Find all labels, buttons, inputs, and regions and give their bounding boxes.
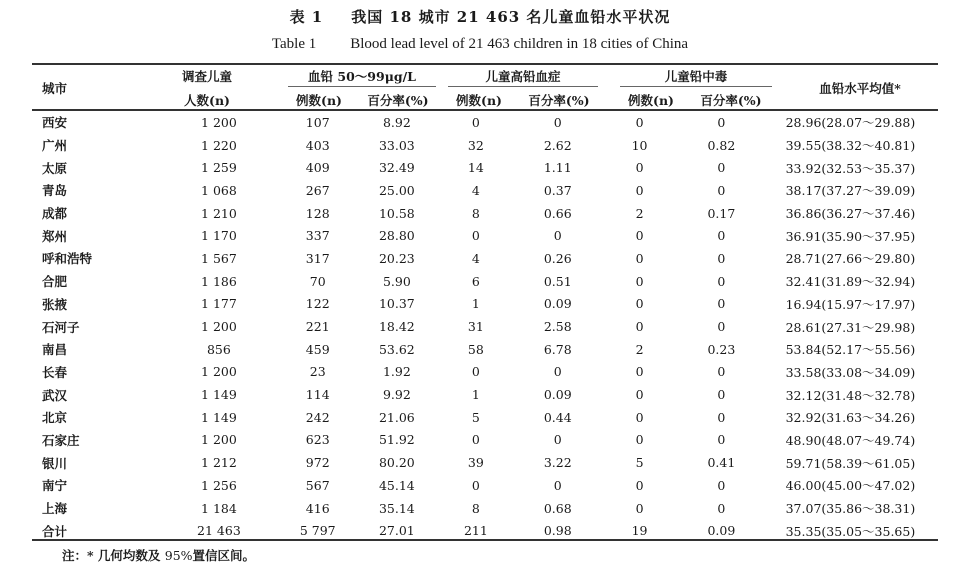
cell-poisoning-percent: 0.41 bbox=[707, 455, 736, 471]
cell-lead50-count: 403 bbox=[305, 137, 330, 153]
cell-city: 南昌 bbox=[42, 342, 68, 358]
footnote-suffix: 置信区间。 bbox=[192, 548, 256, 563]
table-row bbox=[32, 338, 938, 361]
cell-hyperlead-percent: 0.68 bbox=[543, 500, 572, 516]
cell-hyperlead-count: 32 bbox=[467, 137, 484, 153]
cell-lead50-count: 5 797 bbox=[299, 523, 336, 539]
table-row bbox=[32, 247, 938, 270]
cell-hyperlead-count: 0 bbox=[471, 432, 480, 448]
table-caption-cn: 我国 18 城市 21 463 名儿童血铅水平状况 bbox=[351, 8, 671, 26]
header-count-1: 例数(n) bbox=[296, 93, 342, 108]
cell-lead50-count: 242 bbox=[305, 409, 330, 425]
cell-lead50-percent: 21.06 bbox=[378, 409, 415, 425]
cell-poisoning-count: 0 bbox=[635, 477, 644, 493]
cell-poisoning-percent: 0 bbox=[717, 228, 726, 244]
cell-hyperlead-count: 1 bbox=[471, 296, 480, 312]
cell-surveyed-n: 21 463 bbox=[197, 523, 241, 539]
cell-lead50-percent: 10.37 bbox=[378, 296, 415, 312]
cell-poisoning-count: 0 bbox=[635, 364, 644, 380]
cell-poisoning-percent: 0 bbox=[717, 432, 726, 448]
table-row bbox=[32, 293, 938, 316]
cell-poisoning-percent: 0 bbox=[717, 160, 726, 176]
cell-surveyed-n: 1 567 bbox=[201, 250, 237, 266]
header-group-hyperlead: 儿童高铅血症 bbox=[485, 69, 561, 84]
cell-city: 石河子 bbox=[42, 319, 80, 335]
footnote-prefix: 注：* 几何均数及 bbox=[62, 548, 165, 563]
cell-mean-ci: 38.17(37.27～39.09) bbox=[785, 183, 916, 199]
cell-lead50-percent: 10.58 bbox=[378, 205, 415, 221]
cell-city: 郑州 bbox=[42, 228, 68, 244]
cell-hyperlead-percent: 0.44 bbox=[543, 409, 572, 425]
cell-city: 呼和浩特 bbox=[42, 251, 93, 267]
cell-lead50-percent: 53.62 bbox=[378, 341, 415, 357]
cell-mean-ci: 32.41(31.89～32.94) bbox=[785, 274, 916, 290]
cell-surveyed-n: 1 170 bbox=[201, 228, 237, 244]
cell-hyperlead-percent: 3.22 bbox=[543, 455, 572, 471]
cell-lead50-percent: 45.14 bbox=[378, 477, 415, 493]
cell-lead50-count: 459 bbox=[305, 341, 330, 357]
cell-lead50-count: 267 bbox=[305, 182, 330, 198]
cell-hyperlead-count: 4 bbox=[471, 182, 480, 198]
cell-hyperlead-count: 6 bbox=[471, 273, 480, 289]
table-row bbox=[32, 497, 938, 520]
cell-lead50-percent: 32.49 bbox=[378, 160, 415, 176]
header-surveyed-top: 调查儿童 bbox=[181, 69, 232, 84]
cell-surveyed-n: 1 200 bbox=[201, 432, 237, 448]
cell-poisoning-percent: 0 bbox=[717, 364, 726, 380]
table-title-chinese bbox=[0, 6, 960, 27]
cell-poisoning-count: 2 bbox=[635, 205, 644, 221]
cell-mean-ci: 48.90(48.07～49.74) bbox=[785, 432, 916, 448]
cell-lead50-percent: 18.42 bbox=[378, 319, 415, 335]
cell-mean-ci: 59.71(58.39～61.05) bbox=[785, 455, 916, 471]
table-row bbox=[32, 361, 938, 384]
cell-poisoning-percent: 0 bbox=[717, 387, 726, 403]
cell-city: 银川 bbox=[42, 455, 68, 471]
cell-mean-ci: 16.94(15.97～17.97) bbox=[785, 296, 916, 312]
cell-surveyed-n: 1 256 bbox=[201, 477, 237, 493]
cell-city: 张掖 bbox=[42, 296, 68, 312]
table-row bbox=[32, 156, 938, 179]
cell-lead50-count: 23 bbox=[309, 364, 326, 380]
cell-surveyed-n: 1 200 bbox=[201, 319, 237, 335]
cell-poisoning-count: 0 bbox=[635, 114, 644, 130]
cell-hyperlead-count: 0 bbox=[471, 477, 480, 493]
cell-poisoning-count: 2 bbox=[635, 341, 644, 357]
header-count-3: 例数(n) bbox=[628, 93, 674, 108]
cell-hyperlead-count: 8 bbox=[471, 205, 480, 221]
table-row bbox=[32, 179, 938, 202]
cell-poisoning-count: 0 bbox=[635, 432, 644, 448]
cell-hyperlead-percent: 0.37 bbox=[543, 182, 572, 198]
cell-city: 武汉 bbox=[42, 387, 68, 403]
cell-hyperlead-count: 31 bbox=[467, 319, 484, 335]
cell-poisoning-percent: 0 bbox=[717, 409, 726, 425]
cell-mean-ci: 33.58(33.08～34.09) bbox=[785, 364, 916, 380]
table-row bbox=[32, 383, 938, 406]
group2-underline bbox=[448, 86, 598, 87]
cell-lead50-percent: 80.20 bbox=[378, 455, 415, 471]
cell-lead50-percent: 35.14 bbox=[378, 500, 415, 516]
cell-hyperlead-percent: 0 bbox=[553, 432, 562, 448]
cell-poisoning-count: 0 bbox=[635, 160, 644, 176]
cell-lead50-count: 409 bbox=[305, 160, 330, 176]
cell-hyperlead-percent: 0 bbox=[553, 114, 562, 130]
cell-city: 青岛 bbox=[42, 183, 68, 199]
table-row bbox=[32, 224, 938, 247]
cell-mean-ci: 32.92(31.63～34.26) bbox=[785, 410, 916, 426]
cell-hyperlead-count: 211 bbox=[463, 523, 488, 539]
cell-hyperlead-percent: 2.62 bbox=[543, 137, 572, 153]
table-label-en: Table 1 bbox=[271, 36, 317, 52]
cell-lead50-count: 122 bbox=[305, 296, 330, 312]
cell-lead50-count: 317 bbox=[305, 250, 330, 266]
cell-poisoning-count: 10 bbox=[631, 137, 648, 153]
cell-lead50-percent: 9.92 bbox=[382, 387, 411, 403]
cell-poisoning-percent: 0 bbox=[717, 319, 726, 335]
cell-hyperlead-count: 5 bbox=[471, 409, 480, 425]
table-top-rule bbox=[32, 63, 938, 65]
cell-hyperlead-percent: 0.51 bbox=[543, 273, 572, 289]
cell-poisoning-count: 0 bbox=[635, 319, 644, 335]
cell-mean-ci: 28.96(28.07～29.88) bbox=[785, 115, 916, 131]
cell-lead50-percent: 27.01 bbox=[378, 523, 415, 539]
cell-mean-ci: 36.86(36.27～37.46) bbox=[785, 206, 916, 222]
table-caption-en: Blood lead level of 21 463 children in 18 cities of China bbox=[350, 36, 689, 52]
cell-lead50-percent: 25.00 bbox=[378, 182, 415, 198]
cell-lead50-count: 337 bbox=[305, 228, 330, 244]
cell-mean-ci: 53.84(52.17～55.56) bbox=[785, 342, 916, 358]
cell-hyperlead-percent: 0 bbox=[553, 228, 562, 244]
cell-poisoning-percent: 0 bbox=[717, 500, 726, 516]
cell-hyperlead-count: 58 bbox=[467, 341, 484, 357]
cell-poisoning-count: 0 bbox=[635, 409, 644, 425]
table-row bbox=[32, 474, 938, 497]
cell-surveyed-n: 1 068 bbox=[201, 182, 237, 198]
cell-hyperlead-percent: 0 bbox=[553, 364, 562, 380]
cell-lead50-count: 114 bbox=[305, 387, 330, 403]
cell-lead50-count: 107 bbox=[305, 114, 330, 130]
table-row bbox=[32, 429, 938, 452]
table-footnote bbox=[62, 546, 255, 564]
cell-surveyed-n: 1 212 bbox=[201, 455, 237, 471]
cell-poisoning-count: 19 bbox=[631, 523, 648, 539]
cell-poisoning-count: 0 bbox=[635, 296, 644, 312]
cell-mean-ci: 33.92(32.53～35.37) bbox=[785, 160, 916, 176]
header-surveyed-bottom: 人数(n) bbox=[184, 93, 230, 108]
cell-city: 南宁 bbox=[42, 478, 68, 494]
cell-surveyed-n: 1 200 bbox=[201, 114, 237, 130]
cell-city: 北京 bbox=[42, 410, 68, 426]
cell-poisoning-percent: 0.09 bbox=[707, 523, 736, 539]
cell-hyperlead-count: 0 bbox=[471, 228, 480, 244]
cell-city: 上海 bbox=[42, 501, 68, 517]
group3-underline bbox=[620, 86, 772, 87]
cell-lead50-count: 70 bbox=[309, 273, 326, 289]
cell-lead50-count: 972 bbox=[305, 455, 330, 471]
cell-lead50-count: 623 bbox=[305, 432, 330, 448]
cell-surveyed-n: 1 186 bbox=[201, 273, 237, 289]
cell-lead50-percent: 5.90 bbox=[382, 273, 411, 289]
cell-hyperlead-count: 14 bbox=[467, 160, 484, 176]
table-row bbox=[32, 202, 938, 225]
cell-lead50-percent: 20.23 bbox=[378, 250, 415, 266]
cell-mean-ci: 28.71(27.66～29.80) bbox=[785, 251, 916, 267]
cell-surveyed-n: 1 210 bbox=[201, 205, 237, 221]
cell-surveyed-n: 856 bbox=[206, 341, 231, 357]
cell-poisoning-percent: 0 bbox=[717, 296, 726, 312]
cell-poisoning-percent: 0 bbox=[717, 114, 726, 130]
cell-mean-ci: 28.61(27.31～29.98) bbox=[785, 319, 916, 335]
cell-hyperlead-percent: 0.09 bbox=[543, 387, 572, 403]
cell-mean-ci: 39.55(38.32～40.81) bbox=[785, 138, 916, 154]
cell-lead50-percent: 33.03 bbox=[378, 137, 415, 153]
cell-hyperlead-percent: 2.58 bbox=[543, 319, 572, 335]
cell-surveyed-n: 1 149 bbox=[201, 387, 237, 403]
cell-hyperlead-percent: 6.78 bbox=[543, 341, 572, 357]
cell-lead50-percent: 28.80 bbox=[378, 228, 415, 244]
cell-hyperlead-percent: 0.66 bbox=[543, 205, 572, 221]
cell-mean-ci: 32.12(31.48～32.78) bbox=[785, 387, 916, 403]
cell-city: 长春 bbox=[42, 364, 68, 380]
cell-city: 太原 bbox=[42, 160, 68, 176]
cell-surveyed-n: 1 177 bbox=[201, 296, 237, 312]
cell-mean-ci: 37.07(35.86～38.31) bbox=[785, 501, 916, 517]
cell-poisoning-count: 0 bbox=[635, 228, 644, 244]
table-row bbox=[32, 406, 938, 429]
cell-poisoning-count: 0 bbox=[635, 182, 644, 198]
cell-hyperlead-percent: 0.98 bbox=[543, 523, 572, 539]
cell-poisoning-count: 0 bbox=[635, 250, 644, 266]
cell-lead50-count: 221 bbox=[305, 319, 330, 335]
cell-mean-ci: 35.35(35.05～35.65) bbox=[785, 523, 916, 539]
cell-hyperlead-count: 4 bbox=[471, 250, 480, 266]
header-group-lead-poisoning: 儿童铅中毒 bbox=[664, 69, 728, 84]
table-row bbox=[32, 451, 938, 474]
cell-surveyed-n: 1 220 bbox=[201, 137, 237, 153]
cell-poisoning-percent: 0.23 bbox=[707, 341, 736, 357]
total-row bbox=[32, 519, 938, 542]
cell-lead50-percent: 51.92 bbox=[378, 432, 415, 448]
table-row bbox=[32, 134, 938, 157]
cell-city: 石家庄 bbox=[42, 432, 80, 448]
group1-underline bbox=[288, 86, 436, 87]
cell-hyperlead-percent: 0.09 bbox=[543, 296, 572, 312]
cell-surveyed-n: 1 149 bbox=[201, 409, 237, 425]
table-row bbox=[32, 315, 938, 338]
cell-city: 西安 bbox=[42, 115, 68, 131]
cell-city: 成都 bbox=[42, 206, 68, 222]
header-percent-1: 百分率(%) bbox=[367, 93, 429, 108]
cell-surveyed-n: 1 259 bbox=[201, 160, 237, 176]
data-table bbox=[32, 111, 938, 542]
footnote-confidence: 95% bbox=[164, 548, 193, 563]
header-mean-level: 血铅水平均值* bbox=[819, 81, 901, 96]
cell-mean-ci: 46.00(45.00～47.02) bbox=[785, 478, 916, 494]
cell-poisoning-percent: 0 bbox=[717, 182, 726, 198]
cell-poisoning-count: 0 bbox=[635, 273, 644, 289]
cell-hyperlead-count: 8 bbox=[471, 500, 480, 516]
cell-lead50-count: 416 bbox=[305, 500, 330, 516]
cell-poisoning-count: 0 bbox=[635, 387, 644, 403]
cell-lead50-count: 128 bbox=[305, 205, 330, 221]
header-percent-2: 百分率(%) bbox=[528, 93, 590, 108]
cell-city: 合计 bbox=[42, 523, 68, 539]
cell-hyperlead-percent: 0 bbox=[553, 477, 562, 493]
cell-poisoning-percent: 0 bbox=[717, 273, 726, 289]
cell-poisoning-percent: 0 bbox=[717, 477, 726, 493]
cell-poisoning-percent: 0 bbox=[717, 250, 726, 266]
cell-mean-ci: 36.91(35.90～37.95) bbox=[785, 228, 916, 244]
header-count-2: 例数(n) bbox=[456, 93, 502, 108]
header-percent-3: 百分率(%) bbox=[700, 93, 762, 108]
cell-hyperlead-count: 0 bbox=[471, 364, 480, 380]
cell-hyperlead-count: 1 bbox=[471, 387, 480, 403]
cell-hyperlead-percent: 1.11 bbox=[543, 160, 572, 176]
cell-hyperlead-count: 39 bbox=[467, 455, 484, 471]
cell-poisoning-percent: 0.17 bbox=[707, 205, 736, 221]
cell-poisoning-percent: 0.82 bbox=[707, 137, 736, 153]
table-row bbox=[32, 270, 938, 293]
cell-city: 广州 bbox=[42, 138, 68, 154]
cell-hyperlead-count: 0 bbox=[471, 114, 480, 130]
cell-poisoning-count: 5 bbox=[635, 455, 644, 471]
table-label-cn: 表 1 bbox=[289, 8, 324, 26]
cell-lead50-count: 567 bbox=[305, 477, 330, 493]
table-row bbox=[32, 111, 938, 134]
cell-lead50-percent: 8.92 bbox=[382, 114, 411, 130]
cell-surveyed-n: 1 184 bbox=[201, 500, 237, 516]
table-title-english bbox=[0, 36, 960, 53]
cell-city: 合肥 bbox=[42, 274, 68, 290]
header-city: 城市 bbox=[42, 81, 68, 96]
cell-lead50-percent: 1.92 bbox=[382, 364, 411, 380]
header-group-lead-50-99: 血铅 50～99μg/L bbox=[308, 69, 416, 84]
cell-surveyed-n: 1 200 bbox=[201, 364, 237, 380]
cell-poisoning-count: 0 bbox=[635, 500, 644, 516]
cell-hyperlead-percent: 0.26 bbox=[543, 250, 572, 266]
